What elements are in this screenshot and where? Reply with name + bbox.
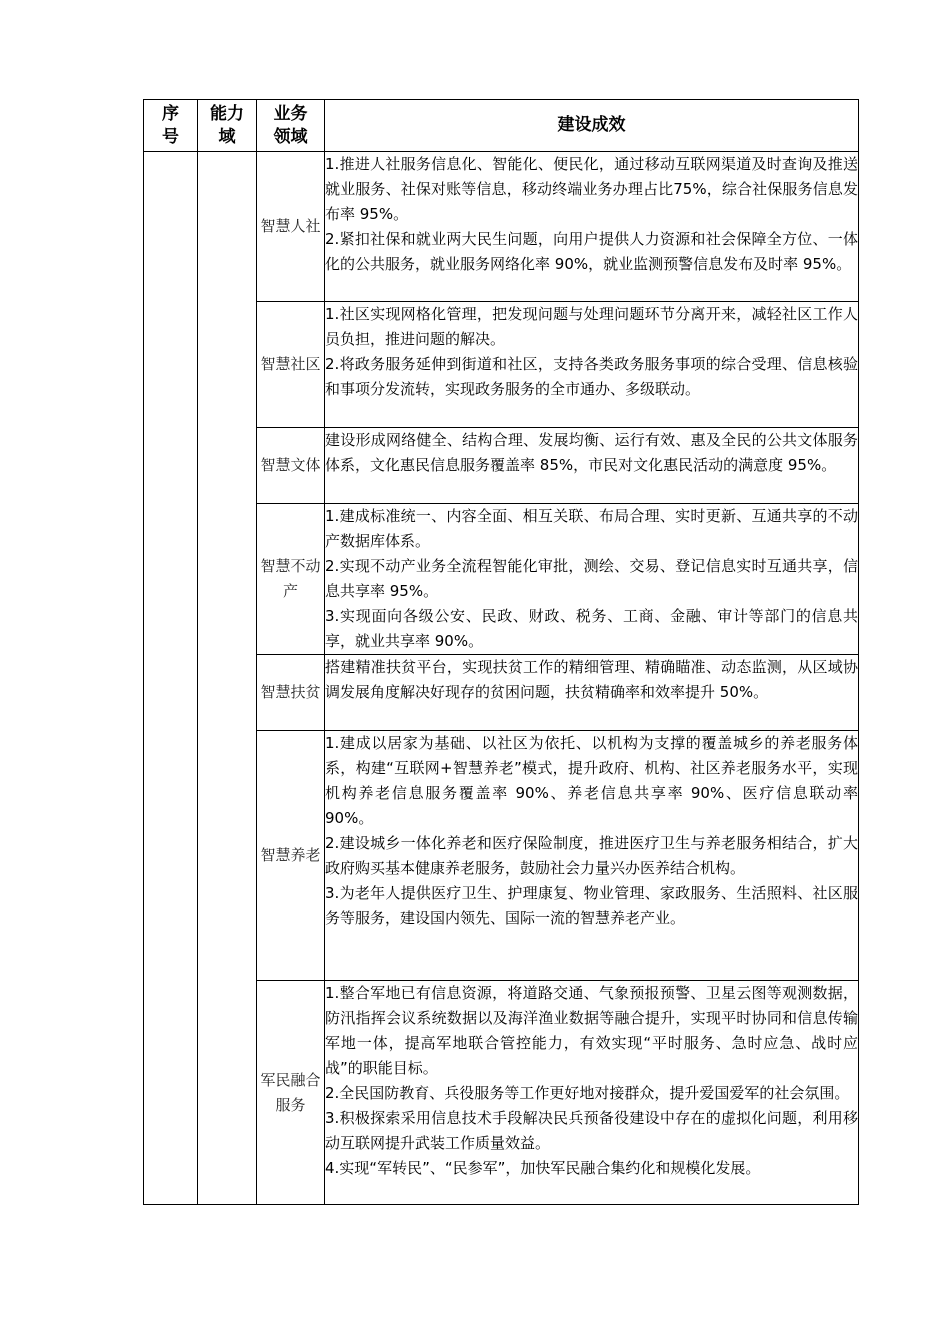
result-item: 2.建设城乡一体化养老和医疗保险制度，推进医疗卫生与养老服务相结合，扩大政府购买基本健康养老服务，鼓励社会力量兴办医养结合机构。 [325,834,858,877]
result-item: 2.实现不动产业务全流程智能化审批，测绘、交易、登记信息实时互通共享，信息共享率 95%。 [325,557,858,600]
construction-result-cell [325,504,859,655]
result-item: 3.实现面向各级公安、民政、财政、税务、工商、金融、审计等部门的信息共享，就业共享率 90%。 [325,607,858,650]
business-field-cell: 智慧不动产 [257,504,325,655]
result-item: 4.实现“军转民”、“民参军”，加快军民融合集约化和规模化发展。 [325,1159,761,1177]
construction-result-cell [325,981,859,1205]
header-capability-domain: 能力域 [198,100,257,152]
result-item: 1.推进人社服务信息化、智能化、便民化，通过移动互联网渠道及时查询及推送就业服务、社保对账等信息，移动终端业务办理占比75%，综合社保服务信息发布率 95%。 [325,155,858,223]
result-item: 1.建成以居家为基础、以社区为依托、以机构为支撑的覆盖城乡的养老服务体系，构建“互联网+智慧养老”模式，提升政府、机构、社区养老服务水平，实现机构养老信息服务覆盖率 90%、养老信息共享率 90%、医疗信息联动率 90%。 [325,734,858,827]
business-field-cell: 智慧文体 [257,428,325,504]
result-item: 2.将政务服务延伸到街道和社区，支持各类政务服务事项的综合受理、信息核验和事项分发流转，实现政务服务的全市通办、多级联动。 [325,355,858,398]
seq-cell [144,152,198,1205]
result-item: 建设形成网络健全、结构合理、发展均衡、运行有效、惠及全民的公共文体服务体系，文化惠民信息服务覆盖率 85%，市民对文化惠民活动的满意度 95%。 [325,431,858,474]
result-item: 3.积极探索采用信息技术手段解决民兵预备役建设中存在的虚拟化问题，利用移动互联网提升武装工作质量效益。 [325,1109,858,1152]
header-construction-results: 建设成效 [325,100,859,152]
construction-result-cell [325,655,859,731]
header-row [144,100,859,152]
result-item: 2.全民国防教育、兵役服务等工作更好地对接群众，提升爱国爱军的社会氛围。 [325,1084,850,1102]
result-item: 1.整合军地已有信息资源，将道路交通、气象预报预警、卫星云图等观测数据，防汛指挥会议系统数据以及海洋渔业数据等融合提升，实现平时协同和信息传输军地一体，提高军地联合管控能力，有效实现“平时服务、急时应急、战时应战”的职能目标。 [325,984,858,1077]
capability-domain-cell [198,152,257,1205]
header-business-field: 业务领域 [257,100,325,152]
business-field-cell: 智慧社区 [257,302,325,428]
result-item: 1.建成标准统一、内容全面、相互关联、布局合理、实时更新、互通共享的不动产数据库体系。 [325,507,858,550]
business-field-cell: 军民融合服务 [257,981,325,1205]
table-body [144,152,859,1205]
construction-results-table [143,99,859,1205]
result-item: 3.为老年人提供医疗卫生、护理康复、物业管理、家政服务、生活照料、社区服务等服务，建设国内领先、国际一流的智慧养老产业。 [325,884,858,927]
result-item: 1.社区实现网格化管理，把发现问题与处理问题环节分离开来，减轻社区工作人员负担，推进问题的解决。 [325,305,858,348]
construction-result-cell [325,152,859,302]
table-row [144,152,859,302]
business-field-cell: 智慧扶贫 [257,655,325,731]
construction-result-cell [325,428,859,504]
construction-result-cell [325,731,859,981]
header-seq: 序号 [144,100,198,152]
result-item: 2.紧扣社保和就业两大民生问题，向用户提供人力资源和社会保障全方位、一体化的公共服务，就业服务网络化率 90%，就业监测预警信息发布及时率 95%。 [325,230,858,273]
business-field-cell: 智慧人社 [257,152,325,302]
construction-result-cell [325,302,859,428]
business-field-cell: 智慧养老 [257,731,325,981]
result-item: 搭建精准扶贫平台，实现扶贫工作的精细管理、精确瞄准、动态监测，从区域协调发展角度解决好现存的贫困问题，扶贫精确率和效率提升 50%。 [325,658,858,701]
